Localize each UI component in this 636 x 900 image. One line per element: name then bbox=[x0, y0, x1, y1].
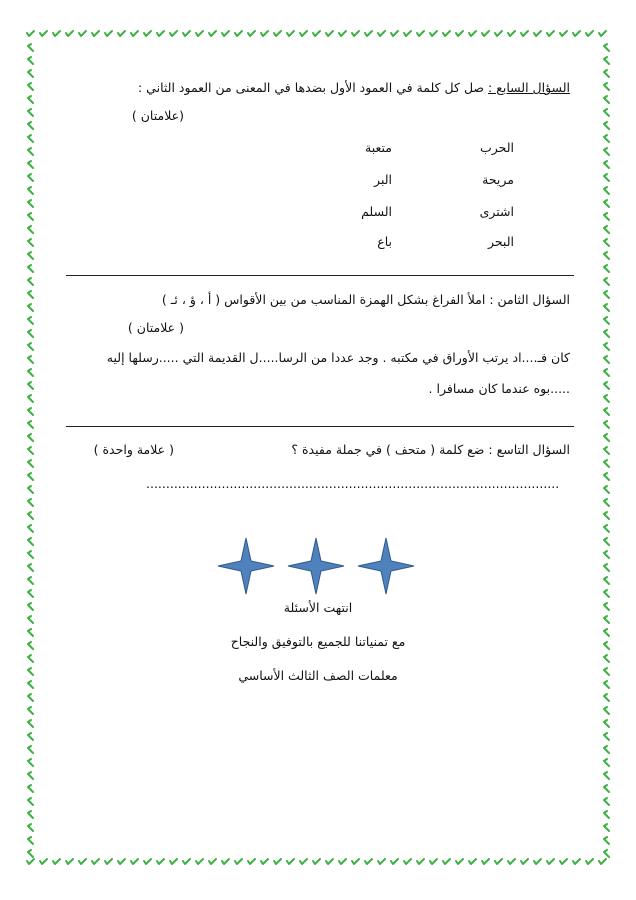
border-tick bbox=[604, 473, 609, 480]
border-tick bbox=[604, 811, 609, 818]
border-tick bbox=[604, 252, 609, 259]
border-tick bbox=[287, 859, 294, 864]
border-tick bbox=[326, 31, 333, 36]
border-tick bbox=[604, 486, 609, 493]
border-tick bbox=[28, 304, 33, 311]
border-tick bbox=[604, 83, 609, 90]
border-tick bbox=[53, 31, 60, 36]
border-tick bbox=[27, 31, 34, 36]
border-tick bbox=[28, 811, 33, 818]
border-tick bbox=[443, 31, 450, 36]
border-tick bbox=[28, 109, 33, 116]
border-tick bbox=[604, 382, 609, 389]
border-tick bbox=[28, 369, 33, 376]
border-tick bbox=[28, 733, 33, 740]
border-tick bbox=[604, 434, 609, 441]
border-tick bbox=[28, 187, 33, 194]
border-tick bbox=[28, 525, 33, 532]
border-tick bbox=[79, 859, 86, 864]
border-tick bbox=[604, 226, 609, 233]
border-tick bbox=[604, 135, 609, 142]
border-tick bbox=[209, 859, 216, 864]
border-tick bbox=[604, 239, 609, 246]
border-tick bbox=[27, 859, 34, 864]
border-tick bbox=[547, 859, 554, 864]
section-divider bbox=[66, 426, 574, 427]
border-tick bbox=[300, 31, 307, 36]
border-tick bbox=[196, 31, 203, 36]
border-tick bbox=[521, 31, 528, 36]
section-divider bbox=[66, 275, 574, 276]
border-tick bbox=[404, 31, 411, 36]
border-tick bbox=[534, 31, 541, 36]
border-tick bbox=[144, 859, 151, 864]
answer-line: ........................................................................................................ bbox=[146, 476, 560, 491]
matching-col2-item: البر bbox=[374, 172, 392, 187]
border-tick bbox=[586, 859, 593, 864]
matching-col1-item: البحر bbox=[487, 234, 514, 249]
border-tick bbox=[378, 31, 385, 36]
border-tick bbox=[28, 460, 33, 467]
border-tick bbox=[144, 31, 151, 36]
border-tick bbox=[534, 859, 541, 864]
border-tick bbox=[417, 859, 424, 864]
star-icon bbox=[288, 538, 344, 594]
border-tick bbox=[28, 330, 33, 337]
border-tick bbox=[131, 859, 138, 864]
border-tick bbox=[604, 395, 609, 402]
border-tick bbox=[28, 707, 33, 714]
border-tick bbox=[28, 785, 33, 792]
border-tick bbox=[28, 434, 33, 441]
border-tick bbox=[28, 70, 33, 77]
border-tick bbox=[604, 772, 609, 779]
border-tick bbox=[261, 31, 268, 36]
border-tick bbox=[604, 616, 609, 623]
border-tick bbox=[28, 57, 33, 64]
border-tick bbox=[456, 31, 463, 36]
matching-col1-item: مريحة bbox=[482, 172, 514, 187]
border-tick bbox=[28, 746, 33, 753]
border-tick bbox=[339, 859, 346, 864]
border-tick bbox=[604, 837, 609, 844]
border-tick bbox=[66, 859, 73, 864]
border-tick bbox=[28, 720, 33, 727]
border-tick bbox=[469, 31, 476, 36]
question-7-label: السؤال السابع : bbox=[488, 80, 570, 95]
border-tick bbox=[604, 265, 609, 272]
border-tick bbox=[604, 304, 609, 311]
border-tick bbox=[604, 148, 609, 155]
border-tick bbox=[196, 859, 203, 864]
question-8-sentence-line-2: .....بوه عندما كان مسافرا . bbox=[428, 381, 570, 396]
border-tick bbox=[604, 213, 609, 220]
border-tick bbox=[28, 408, 33, 415]
border-tick bbox=[352, 31, 359, 36]
border-tick bbox=[28, 174, 33, 181]
border-tick bbox=[326, 859, 333, 864]
border-tick bbox=[105, 31, 112, 36]
border-tick bbox=[131, 31, 138, 36]
border-tick bbox=[604, 694, 609, 701]
question-8-header bbox=[162, 292, 570, 307]
border-tick bbox=[508, 859, 515, 864]
border-tick bbox=[53, 859, 60, 864]
border-tick bbox=[40, 859, 47, 864]
border-tick bbox=[28, 44, 33, 51]
border-tick bbox=[604, 174, 609, 181]
border-tick bbox=[235, 859, 242, 864]
end-of-questions: انتهت الأسئلة bbox=[283, 600, 353, 615]
border-tick bbox=[604, 317, 609, 324]
border-tick bbox=[28, 226, 33, 233]
border-tick bbox=[28, 356, 33, 363]
border-tick bbox=[92, 31, 99, 36]
question-8-label: السؤال الثامن : bbox=[489, 292, 570, 307]
border-tick bbox=[560, 31, 567, 36]
border-tick bbox=[28, 512, 33, 519]
border-tick bbox=[604, 44, 609, 51]
border-tick bbox=[40, 31, 47, 36]
border-tick bbox=[28, 655, 33, 662]
decorative-stars bbox=[0, 535, 636, 601]
border-tick bbox=[157, 31, 164, 36]
border-tick bbox=[604, 499, 609, 506]
border-tick bbox=[28, 213, 33, 220]
question-9-header bbox=[291, 442, 570, 457]
border-tick bbox=[28, 278, 33, 285]
border-tick bbox=[300, 859, 307, 864]
border-tick bbox=[352, 859, 359, 864]
border-tick bbox=[28, 122, 33, 129]
matching-col2-item: السلم bbox=[361, 204, 392, 219]
question-7-header bbox=[138, 80, 570, 95]
border-tick bbox=[28, 421, 33, 428]
border-tick bbox=[28, 200, 33, 207]
border-tick bbox=[28, 798, 33, 805]
border-tick bbox=[28, 824, 33, 831]
border-tick bbox=[261, 859, 268, 864]
border-tick bbox=[183, 31, 190, 36]
question-8-sentence-line-1: كان فـ....اد يرتب الأوراق في مكتبه . وجد عددا من الرسا.....ل القديمة التي .....رسلها إليه bbox=[106, 350, 570, 365]
border-tick bbox=[28, 96, 33, 103]
border-tick bbox=[604, 161, 609, 168]
question-9-marks: ( علامة واحدة ) bbox=[93, 442, 174, 457]
border-tick bbox=[495, 31, 502, 36]
border-tick bbox=[28, 486, 33, 493]
border-tick bbox=[521, 859, 528, 864]
border-tick bbox=[274, 31, 281, 36]
border-tick bbox=[28, 850, 33, 857]
border-tick bbox=[66, 31, 73, 36]
border-tick bbox=[28, 447, 33, 454]
border-tick bbox=[547, 31, 554, 36]
border-tick bbox=[604, 187, 609, 194]
border-tick bbox=[391, 859, 398, 864]
border-tick bbox=[604, 525, 609, 532]
question-8-marks: ( علامتان ) bbox=[127, 320, 184, 335]
border-tick bbox=[28, 772, 33, 779]
border-tick bbox=[604, 655, 609, 662]
border-tick bbox=[604, 109, 609, 116]
border-tick bbox=[92, 859, 99, 864]
border-tick bbox=[482, 31, 489, 36]
matching-col2-item: متعبة bbox=[365, 140, 392, 155]
border-tick bbox=[560, 859, 567, 864]
border-tick bbox=[443, 859, 450, 864]
border-tick bbox=[573, 31, 580, 36]
border-tick bbox=[604, 746, 609, 753]
border-tick bbox=[118, 859, 125, 864]
border-tick bbox=[28, 837, 33, 844]
border-tick bbox=[235, 31, 242, 36]
border-tick bbox=[604, 330, 609, 337]
border-tick bbox=[28, 499, 33, 506]
border-tick bbox=[604, 460, 609, 467]
wishes-text: مع تمنياتنا للجميع بالتوفيق والنجاح bbox=[230, 634, 406, 649]
border-tick bbox=[604, 57, 609, 64]
border-tick bbox=[28, 382, 33, 389]
question-9-text: ضع كلمة ( متحف ) في جملة مفيدة ؟ bbox=[291, 442, 485, 457]
border-tick bbox=[28, 759, 33, 766]
border-tick bbox=[28, 343, 33, 350]
border-tick bbox=[604, 850, 609, 857]
border-tick bbox=[222, 31, 229, 36]
border-tick bbox=[105, 859, 112, 864]
border-tick bbox=[28, 148, 33, 155]
border-tick bbox=[604, 824, 609, 831]
border-tick bbox=[430, 859, 437, 864]
border-tick bbox=[430, 31, 437, 36]
border-tick bbox=[313, 31, 320, 36]
border-tick bbox=[313, 859, 320, 864]
border-tick bbox=[404, 859, 411, 864]
border-tick bbox=[222, 859, 229, 864]
border-tick bbox=[586, 31, 593, 36]
border-tick bbox=[482, 859, 489, 864]
border-tick bbox=[28, 291, 33, 298]
border-tick bbox=[604, 759, 609, 766]
border-tick bbox=[604, 96, 609, 103]
border-tick bbox=[28, 265, 33, 272]
border-tick bbox=[378, 859, 385, 864]
border-tick bbox=[604, 720, 609, 727]
border-tick bbox=[604, 369, 609, 376]
border-tick bbox=[573, 859, 580, 864]
border-tick bbox=[118, 31, 125, 36]
border-tick bbox=[28, 239, 33, 246]
border-tick bbox=[28, 135, 33, 142]
border-tick bbox=[604, 408, 609, 415]
border-tick bbox=[495, 859, 502, 864]
border-tick bbox=[248, 859, 255, 864]
border-tick bbox=[604, 291, 609, 298]
border-tick bbox=[28, 252, 33, 259]
star-icon bbox=[358, 538, 414, 594]
border-tick bbox=[274, 859, 281, 864]
border-tick bbox=[604, 512, 609, 519]
question-7-text: صل كل كلمة في العمود الأول بضدها في المعنى من العمود الثاني : bbox=[138, 80, 485, 95]
border-tick bbox=[28, 616, 33, 623]
border-tick bbox=[604, 798, 609, 805]
teachers-signature: معلمات الصف الثالث الأساسي bbox=[238, 668, 398, 683]
border-tick bbox=[604, 785, 609, 792]
border-tick bbox=[604, 343, 609, 350]
matching-col1-item: اشترى bbox=[479, 204, 514, 219]
star-icon bbox=[218, 538, 274, 594]
question-9-label: السؤال التاسع : bbox=[488, 442, 570, 457]
border-tick bbox=[339, 31, 346, 36]
border-tick bbox=[28, 161, 33, 168]
matching-col2-item: باع bbox=[377, 234, 392, 249]
border-tick bbox=[28, 694, 33, 701]
border-tick bbox=[391, 31, 398, 36]
border-tick bbox=[599, 31, 606, 36]
border-tick bbox=[183, 859, 190, 864]
border-tick bbox=[469, 859, 476, 864]
border-tick bbox=[79, 31, 86, 36]
border-tick bbox=[604, 356, 609, 363]
question-7-marks: (علامتان ) bbox=[131, 108, 184, 123]
border-tick bbox=[417, 31, 424, 36]
matching-col1-item: الحرب bbox=[479, 140, 514, 155]
border-tick bbox=[28, 83, 33, 90]
border-tick bbox=[604, 70, 609, 77]
border-tick bbox=[604, 421, 609, 428]
border-tick bbox=[365, 31, 372, 36]
border-tick bbox=[599, 859, 606, 864]
border-tick bbox=[604, 122, 609, 129]
border-tick bbox=[209, 31, 216, 36]
border-tick bbox=[604, 733, 609, 740]
border-tick bbox=[248, 31, 255, 36]
border-tick bbox=[365, 859, 372, 864]
question-8-text: املأ الفراغ بشكل الهمزة المناسب من بين الأقواس ( أ ، ؤ ، ئـ ) bbox=[161, 292, 486, 307]
border-tick bbox=[287, 31, 294, 36]
border-tick bbox=[604, 278, 609, 285]
border-tick bbox=[28, 395, 33, 402]
border-tick bbox=[28, 317, 33, 324]
border-tick bbox=[508, 31, 515, 36]
border-tick bbox=[456, 859, 463, 864]
border-tick bbox=[604, 200, 609, 207]
border-tick bbox=[170, 859, 177, 864]
border-tick bbox=[604, 447, 609, 454]
border-tick bbox=[604, 707, 609, 714]
border-tick bbox=[170, 31, 177, 36]
border-tick bbox=[28, 473, 33, 480]
border-tick bbox=[157, 859, 164, 864]
